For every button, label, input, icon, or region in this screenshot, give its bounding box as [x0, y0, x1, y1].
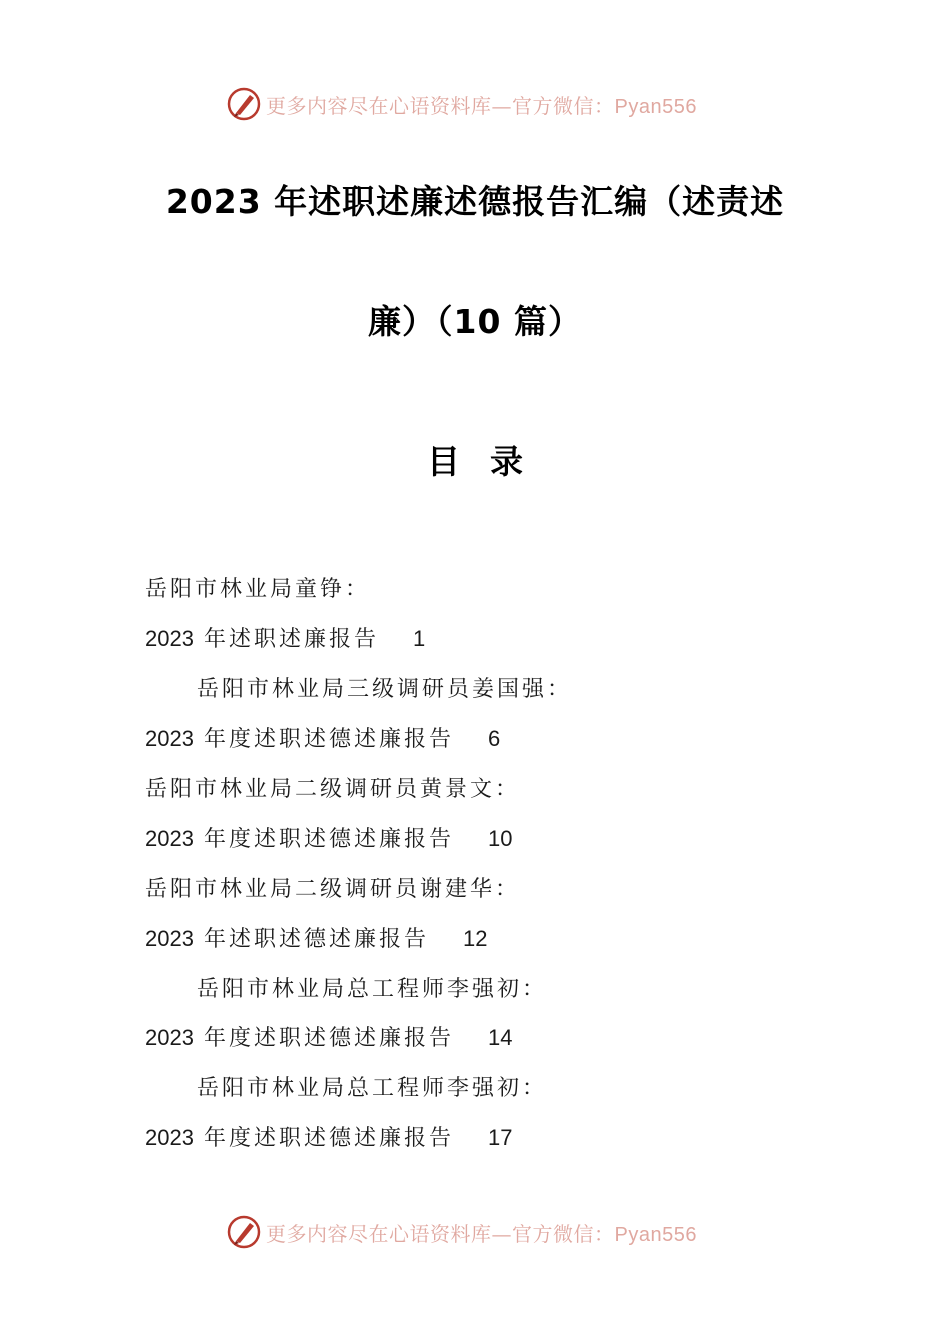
watermark-banner-bottom: [226, 1212, 697, 1252]
toc-entry-report[interactable]: 2023 年度述职述德述廉报告 6: [145, 726, 501, 752]
pen-logo-icon: [226, 86, 262, 122]
toc-page-number: 14: [487, 1025, 513, 1050]
toc-entry-report[interactable]: 2023 年述职述廉报告 1: [145, 626, 426, 652]
toc-entry-author[interactable]: 岳阳市林业局总工程师李强初：: [197, 1076, 548, 1101]
toc-entry-report[interactable]: 2023 年述职述德述廉报告 12: [145, 926, 488, 952]
toc-heading: 目录: [427, 442, 553, 481]
toc-entry-report[interactable]: 2023 年度述职述德述廉报告 10: [145, 826, 513, 852]
document-title-line-1: 2023 年述职述廉述德报告汇编（述责述: [165, 182, 785, 221]
toc-entry-author[interactable]: 岳阳市林业局童铮：: [145, 577, 371, 602]
document-title-line-2: 廉）（10 篇）: [368, 302, 582, 341]
watermark-text: 更多内容尽在心语资料库—官方微信：Pyan556: [266, 93, 697, 118]
toc-entry-author[interactable]: 岳阳市林业局总工程师李强初：: [197, 977, 548, 1002]
toc-page-number: 1: [412, 626, 426, 651]
watermark-text: 更多内容尽在心语资料库—官方微信：Pyan556: [266, 1221, 697, 1246]
toc-page-number: 6: [487, 726, 501, 751]
toc-entry-report[interactable]: 2023 年度述职述德述廉报告 14: [145, 1025, 513, 1051]
toc-page-number: 10: [487, 826, 513, 851]
toc-entry-author[interactable]: 岳阳市林业局二级调研员黄景文：: [145, 777, 521, 802]
toc-entry-report[interactable]: 2023 年度述职述德述廉报告 17: [145, 1125, 513, 1151]
toc-page-number: 12: [462, 926, 488, 951]
toc-page-number: 17: [487, 1125, 513, 1150]
watermark-banner-top: [226, 84, 697, 124]
toc-entry-author[interactable]: 岳阳市林业局三级调研员姜国强：: [197, 677, 573, 702]
toc-entry-author[interactable]: 岳阳市林业局二级调研员谢建华：: [145, 877, 521, 902]
pen-logo-icon: [226, 1214, 262, 1250]
